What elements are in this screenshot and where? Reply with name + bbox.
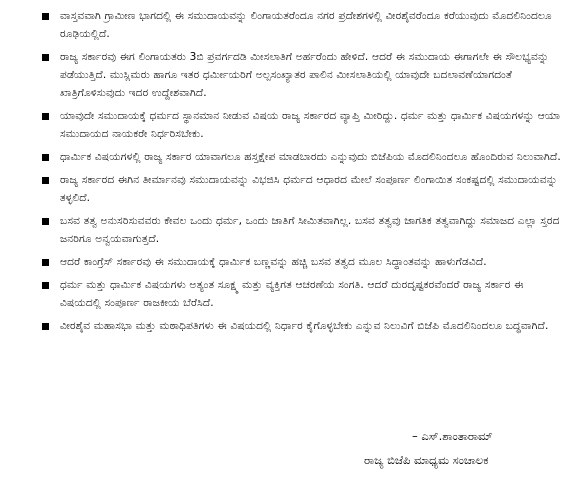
list-item bbox=[0, 276, 587, 312]
list-item bbox=[0, 48, 587, 102]
list-item-text: ಆದರೆ ಕಾಂಗ್ರೆಸ್ ಸರ್ಕಾರವು ಈ ಸಮುದಾಯಕ್ಕೆ ಧಾರ್ಮಿಕ ಬಣ್ಣವನ್ನು ಹಚ್ಚಿ ಬಸವ ತತ್ವದ ಮೂಲ ಸಿದ್ಧಾಂತವನ್ನು ಹಾಳುಗೆಡವಿದೆ. bbox=[60, 256, 487, 268]
list-item bbox=[0, 171, 587, 207]
square-bullet-icon bbox=[42, 259, 49, 266]
list-item bbox=[0, 317, 587, 335]
square-bullet-icon bbox=[42, 323, 49, 330]
list-item bbox=[0, 7, 587, 43]
list-item bbox=[0, 212, 587, 248]
signature-title: ರಾಜ್ಯ ಬಿಜೆಪಿ ಮಾಧ್ಯಮ ಸಂಚಾಲಕ bbox=[364, 453, 489, 467]
list-item-text: ವೀರಶೈವ ಮಹಾಸಭಾ ಮತ್ತು ಮಠಾಧಿಪತಿಗಳು ಈ ವಿಷಯದಲ್ಲಿ ನಿರ್ಧಾರ ಕೈಗೊಳ್ಳಬೇಕು ಎನ್ನುವ ನಿಲುವಿಗೆ ಬಿಜೆಪಿ ಮೊದಲಿನಿಂದಲೂ ಬದ್ಧವಾಗಿದೆ. bbox=[60, 320, 549, 332]
list-item-text: ಧರ್ಮ ಮತ್ತು ಧಾರ್ಮಿಕ ವಿಷಯಗಳು ಅತ್ಯಂತ ಸೂಕ್ಷ್ಮ ಮತ್ತು ವ್ಯಕ್ತಿಗತ ಆಚರಣೆಯ ಸಂಗತಿ. ಆದರೆ ದುರದೃಷ್ಟಕರವೆಂದರೆ ರಾಜ್ಯ ಸರ್ಕಾರ ಈ ವಿಷಯದಲ್ಲಿ ಸಂಪೂರ್ಣ ರಾಜಕೀಯ ಬೆರೆಸಿದೆ. bbox=[60, 279, 524, 309]
list-item bbox=[0, 107, 587, 143]
list-item-text: ವಾಸ್ತವವಾಗಿ ಗ್ರಾಮೀಣ ಭಾಗದಲ್ಲಿ ಈ ಸಮುದಾಯವನ್ನು ಲಿಂಗಾಯತರೆಂದೂ ನಗರ ಪ್ರದೇಶಗಳಲ್ಲಿ ವೀರಶೈವರೆಂದೂ ಕರೆಯುವುದು ಮೊದಲಿನಿಂದಲೂ ರೂಢಿಯಲ್ಲಿದೆ. bbox=[60, 10, 552, 40]
signature-name: – ಎಸ್.ಶಾಂತಾರಾಮ್ bbox=[412, 429, 493, 443]
square-bullet-icon bbox=[42, 218, 49, 225]
list-item-text: ರಾಜ್ಯ ಸರ್ಕಾರವು ಈಗ ಲಿಂಗಾಯತರು 3ಬಿ ಪ್ರವರ್ಗದಡಿ ಮೀಸಲಾತಿಗೆ ಅರ್ಹರೆಂದು ಹೇಳಿದೆ. ಆದರೆ ಈ ಸಮುದಾಯ ಈಗಾಗಲೇ ಈ ಸೌಲಭ್ಯವನ್ನು ಪಡೆಯುತ್ತಿದೆ. ಮುಸ್ಲಿಮರು ಹಾಗೂ ಇತರ ಧರ್ಮೀಯರಿಗೆ ಅಲ್ಪಸಂಖ್ಯಾತರ ಪಾಲಿನ ಮೀಸಲಾತಿಯಲ್ಲಿ ಯಾವುದೇ ಬದಲಾವಣೆಯಾಗದಂತೆ ಖಾತ್ರಿಗೊಳಿಸುವುದು ಇದರ ಉದ್ದೇಶವಾಗಿದೆ. bbox=[60, 51, 549, 99]
square-bullet-icon bbox=[42, 154, 49, 161]
square-bullet-icon bbox=[42, 54, 49, 61]
square-bullet-icon bbox=[42, 113, 49, 120]
square-bullet-icon bbox=[42, 13, 49, 20]
bullet-list bbox=[0, 7, 587, 340]
list-item-text: ಯಾವುದೇ ಸಮುದಾಯಕ್ಕೆ ಧರ್ಮದ ಸ್ಥಾನಮಾನ ನೀಡುವ ವಿಷಯ ರಾಜ್ಯ ಸರ್ಕಾರದ ವ್ಯಾಪ್ತಿ ಮೀರಿದ್ದು. ಧರ್ಮ ಮತ್ತು ಧಾರ್ಮಿಕ ವಿಷಯಗಳನ್ನು ಆಯಾ ಸಮುದಾಯದ ನಾಯಕರೇ ನಿರ್ಧರಿಸಬೇಕು. bbox=[60, 110, 561, 140]
list-item bbox=[0, 253, 587, 271]
square-bullet-icon bbox=[42, 177, 49, 184]
square-bullet-icon bbox=[42, 282, 49, 289]
list-item bbox=[0, 148, 587, 166]
list-item-text: ರಾಜ್ಯ ಸರ್ಕಾರದ ಈಗಿನ ತೀರ್ಮಾನವು ಸಮುದಾಯವನ್ನು ವಿಭಜಿಸಿ ಧರ್ಮದ ಆಧಾರದ ಮೇಲೆ ಸಂಪೂರ್ಣ ಲಿಂಗಾಯಿತ ಸಂಕಷ್ಟದಲ್ಲಿ ಸಮುದಾಯವನ್ನು ತಳ್ಳಲಿದೆ. bbox=[60, 174, 558, 204]
list-item-text: ಧಾರ್ಮಿಕ ವಿಷಯಗಳಲ್ಲಿ ರಾಜ್ಯ ಸರ್ಕಾರ ಯಾವಾಗಲೂ ಹಸ್ತಕ್ಷೇಪ ಮಾಡಬಾರದು ಎನ್ನುವುದು ಬಿಜೆಪಿಯ ಮೊದಲಿನಿಂದಲೂ ಹೊಂದಿರುವ ನಿಲುವಾಗಿದೆ. bbox=[60, 151, 561, 163]
list-item-text: ಬಸವ ತತ್ವ ಅನುಸರಿಸುವವರು ಕೇವಲ ಒಂದು ಧರ್ಮ, ಒಂದು ಜಾತಿಗೆ ಸೀಮಿತವಾಗಿಲ್ಲ. ಬಸವ ತತ್ವವು ಜಾಗತಿಕ ತತ್ವವಾಗಿದ್ದು ಸಮಾಜದ ಎಲ್ಲಾ ಸ್ತರದ ಜನರಿಗೂ ಅನ್ವಯವಾಗುತ್ತದೆ. bbox=[60, 215, 560, 245]
